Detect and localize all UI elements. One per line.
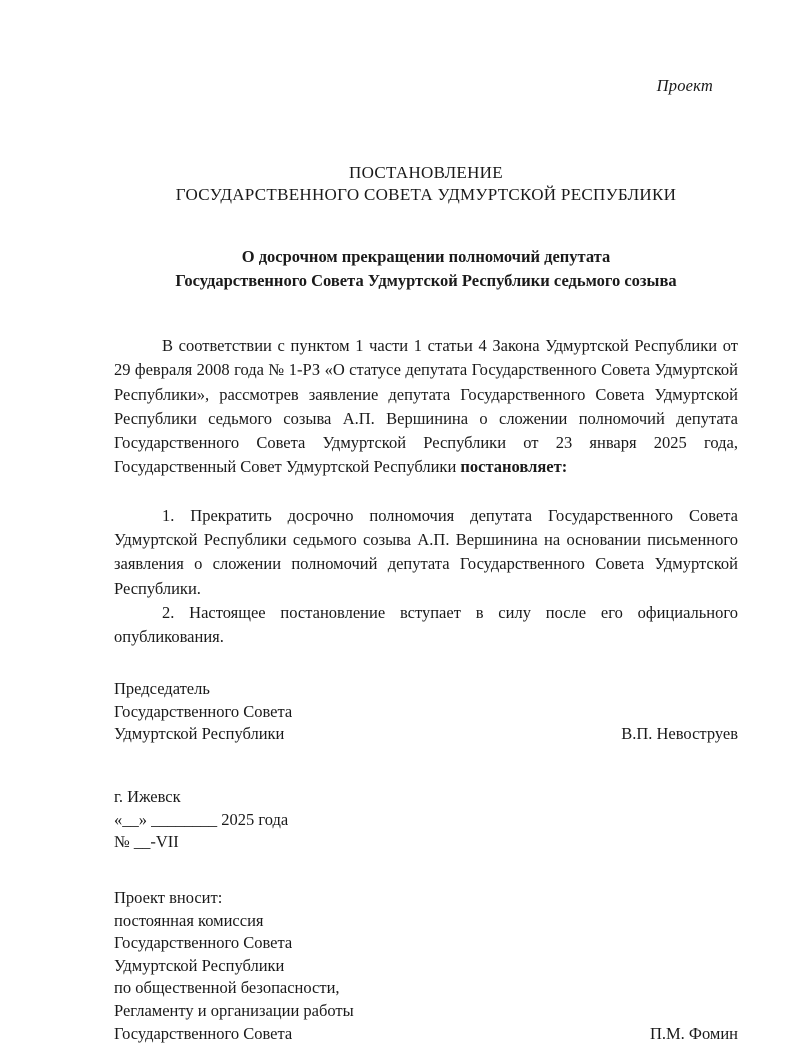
imprint-city: г. Ижевск: [114, 787, 181, 806]
preamble-emphasis: постановляет:: [460, 457, 568, 477]
imprint-number: № __-VII: [114, 832, 179, 851]
submitter-name: П.М. Фомин: [649, 1023, 738, 1043]
submitter-line-1: постоянная комиссия: [114, 910, 264, 930]
submitter-block: [114, 887, 738, 1045]
signatory-position-line-1: Председатель: [114, 679, 210, 698]
signatory-position-line-3: Удмуртской Республики: [114, 724, 285, 743]
title-line-1: ПОСТАНОВЛЕНИЕ: [349, 163, 503, 182]
signatory-row: [114, 723, 738, 746]
draft-stamp: [114, 76, 738, 96]
submitter-final-line: Государственного Совета: [114, 1023, 293, 1043]
subject-line-2: Государственного Совета Удмуртской Республики седьмого созыва: [175, 271, 677, 290]
document-body: [114, 334, 738, 650]
document-subject: [104, 245, 748, 293]
preamble-text: В соответствии с пунктом 1 части 1 статьи 4 Закона Удмуртской Республики от 29 февраля 2008 года № 1-РЗ «О статусе депутата Государственного Совета Удмуртской Республики», рассмотрев заявление депутата Государственного Совета Удмуртской Республики седьмого созыва А.П. Вершинина о сложении полномочий депутата Государственного Совета Удмуртской Республики от 23 января 2025 года, Государственный Совет Удмуртской Республики: [114, 336, 738, 477]
title-line-2: ГОСУДАРСТВЕННОГО СОВЕТА УДМУРТСКОЙ РЕСПУБЛИКИ: [175, 185, 677, 204]
submitter-line-5: Регламенту и организации работы: [114, 1000, 354, 1020]
submitter-final-row: [114, 1023, 738, 1046]
imprint-date: «__» ________ 2025 года: [114, 809, 289, 829]
signature-block: [114, 678, 738, 746]
page-title: [104, 162, 748, 206]
preamble-paragraph: [114, 334, 738, 480]
subject-line-1: О досрочном прекращении полномочий депутата: [241, 247, 611, 266]
submitter-line-3: Удмуртской Республики: [114, 955, 285, 975]
imprint-block: [114, 786, 738, 854]
draft-stamp-label: Проект: [656, 76, 713, 95]
clause-2: 2. Настоящее постановление вступает в силу после его официального опубликования.: [114, 602, 738, 647]
signatory-name: В.П. Невоструев: [621, 724, 738, 743]
submitter-line-4: по общественной безопасности,: [114, 978, 340, 998]
submitter-heading: Проект вносит:: [114, 888, 223, 907]
submitter-line-2: Государственного Совета: [114, 933, 293, 953]
clause-1: 1. Прекратить досрочно полномочия депутата Государственного Совета Удмуртской Республики седьмого созыва А.П. Вершинина на основании письменного заявления о сложении полномочий депутата Государственного Совета Удмуртской Республики.: [114, 505, 738, 598]
signatory-position-line-2: Государственного Совета: [114, 701, 293, 721]
